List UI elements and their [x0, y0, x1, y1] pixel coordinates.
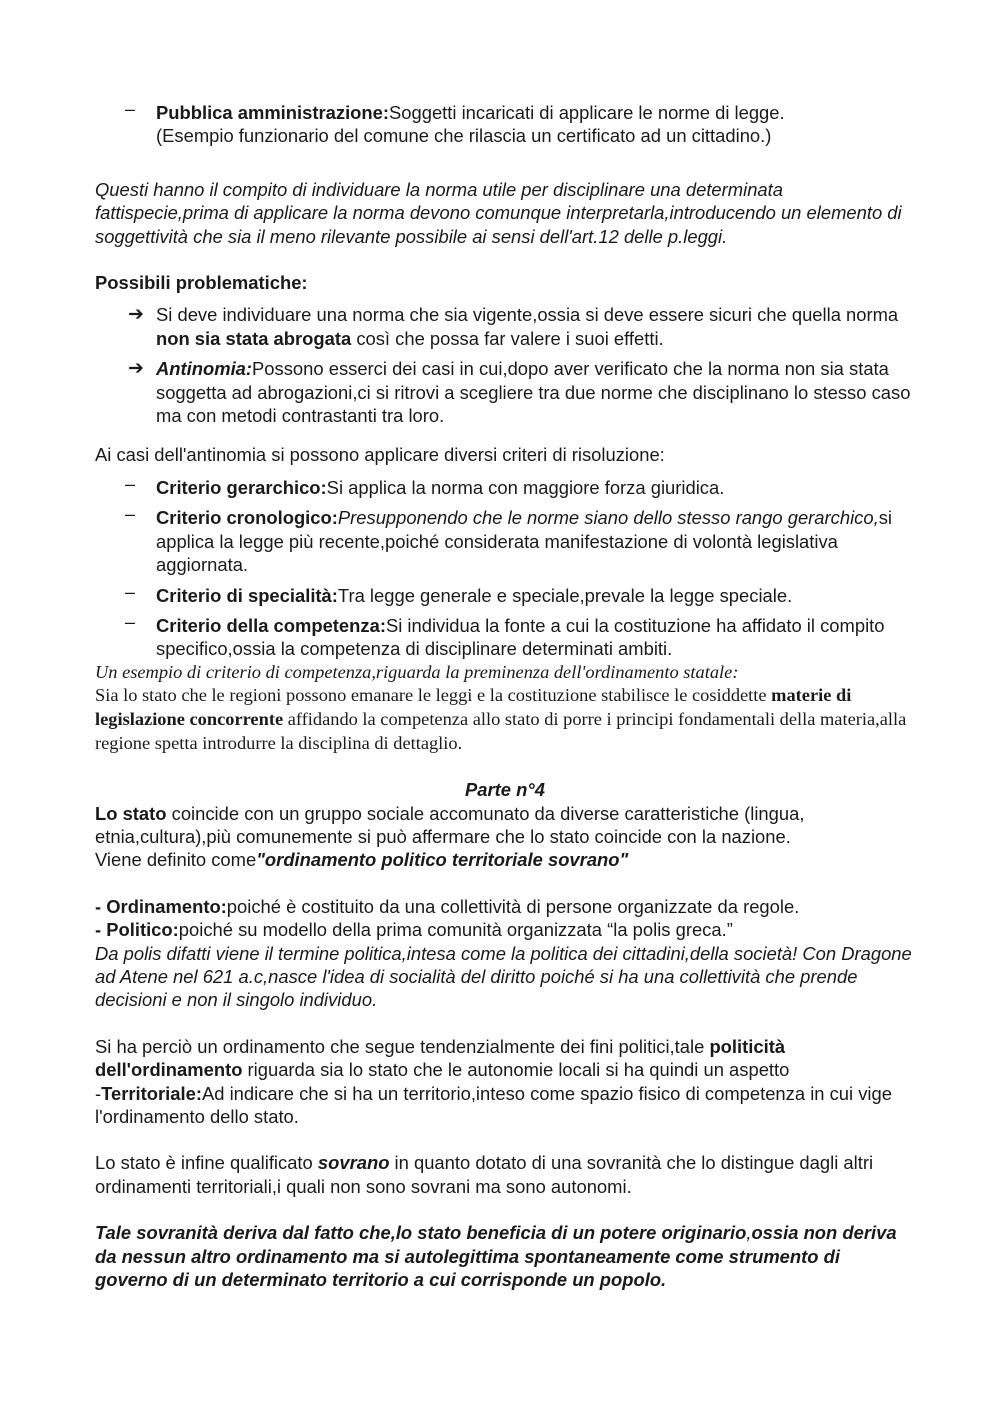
spacer	[95, 294, 915, 303]
term-example: (Esempio funzionario del comune che rilascia un certificato ad un cittadino.)	[156, 125, 772, 147]
list-item-criterio-specialita: – Criterio di specialità:Tra legge generale e speciale,prevale la legge speciale.	[125, 581, 793, 606]
dash-bullet: –	[125, 99, 136, 119]
spacer	[95, 1128, 915, 1151]
sovrano-paragraph: Lo stato è infine qualificato sovrano in quanto dotato di una sovranità che lo distingue dagli altri ordinamenti territoriali,i quali non sono sovrani ma sono autonomi.	[95, 1152, 874, 1197]
document-page	[95, 101, 915, 1291]
list-item-criterio-cronologico: – Criterio cronologico:Presupponendo che le norme siano dello stesso rango gerarchico,si applica la legge più recente,poiché considerata manifestazione di volontà legislativa aggiornata.	[125, 504, 892, 576]
list-item-criterio-competenza: – Criterio della competenza:Si individua la fonte a cui la costituzione ha affidato il compito specifico,ossia la competenza di disciplinare determinati ambiti.	[125, 611, 885, 660]
problems-heading: Possibili problematiche:	[95, 272, 308, 294]
polis-paragraph: Da polis difatti viene il termine politica,intesa come la politica dei cittadini,della società! Con Dragone ad Atene nel 621 a.c,nasce l'idea di socialità del diritto poiché si ha una collettività che prende decisioni e non il singolo individuo.	[95, 942, 912, 1011]
ordinamento-line: - Ordinamento:poiché è costituito da una collettività di persone organizzate da regole.	[95, 895, 800, 917]
term-label: Pubblica amministrazione:	[156, 102, 389, 123]
competence-text: Sia lo stato che le regioni possono emanare le leggi e la costituzione stabilisce le cosiddette materie di legislazione concorrente affidando la competenza allo stato di porre i principi fondamentali della materia,alla regione spetta introdurre la disciplina di dettaglio.	[95, 685, 907, 753]
spacer	[95, 434, 915, 443]
interpretation-paragraph: Questi hanno il compito di individuare la norma utile per disciplinare una determinata fattispecie,prima di applicare la norma devono comunque interpretarla,introducendo un elemento di soggettività che sia il meno rilevante possibile ai sensi dell'art.12 delle p.leggi.	[95, 178, 902, 247]
arrow-right-icon: ➔	[128, 304, 144, 326]
spacer	[95, 1198, 915, 1221]
state-definition: Lo stato coincide con un gruppo sociale accomunato da diverse caratteristiche (lingua, etnia,cultura),più comunemente si può affermare che lo stato coincide con la nazione. Viene definito come"ordinamento politico territoriale sovrano"	[95, 802, 805, 871]
dash-bullet: –	[125, 581, 136, 602]
arrow-right-icon: ➔	[128, 358, 144, 380]
spacer	[95, 1012, 915, 1035]
spacer	[95, 872, 915, 895]
term-text: Soggetti incaricati di applicare le norme di legge.	[389, 102, 785, 123]
spacer	[95, 155, 915, 178]
list-item-antinomia: ➔ Antinomia:Possono esserci dei casi in cui,dopo aver verificato che la norma non sia stata soggetta ad abrogazioni,ci si ritrovi a scegliere tra due norme che disciplinano lo stesso caso ma con metodi contrastanti tra loro.	[128, 358, 911, 427]
sovranita-paragraph: Tale sovranità deriva dal fatto che,lo stato beneficia di un potere originario,ossia non deriva da nessun altro ordinamento ma si autolegittima spontaneamente come strumento di governo di un determinato territorio a cui corrisponde un popolo.	[95, 1222, 897, 1290]
politico-line: - Politico:poiché su modello della prima comunità organizzata “la polis greca.”	[95, 919, 733, 941]
list-item-vigente: ➔ Si deve individuare una norma che sia vigente,ossia si deve essere sicuri che quella norma non sia stata abrogata così che possa far valere i suoi effetti.	[128, 304, 899, 349]
competence-example: Un esempio di criterio di competenza,riguarda la preminenza dell'ordinamento statale:	[95, 661, 739, 682]
list-item-pubblica-amministrazione	[95, 101, 915, 148]
politicita-paragraph: Si ha perciò un ordinamento che segue tendenzialmente dei fini politici,tale politicità dell'ordinamento riguarda sia lo stato che le autonomie locali si ha quindi un aspetto -Territoriale:Ad indicare che si ha un territorio,inteso come spazio fisico di competenza in cui vige l'ordinamento dello stato.	[95, 1035, 892, 1127]
spacer	[95, 248, 915, 271]
criteria-intro: Ai casi dell'antinomia si possono applicare diversi criteri di risoluzione:	[95, 444, 665, 466]
spacer	[95, 755, 915, 778]
section-title: Parte n°4	[465, 779, 545, 801]
dash-bullet: –	[125, 504, 136, 525]
dash-bullet: –	[125, 473, 136, 494]
dash-bullet: –	[125, 611, 136, 632]
spacer	[95, 467, 915, 476]
list-item-criterio-gerarchico: – Criterio gerarchico:Si applica la norma con maggiore forza giuridica.	[125, 473, 725, 498]
